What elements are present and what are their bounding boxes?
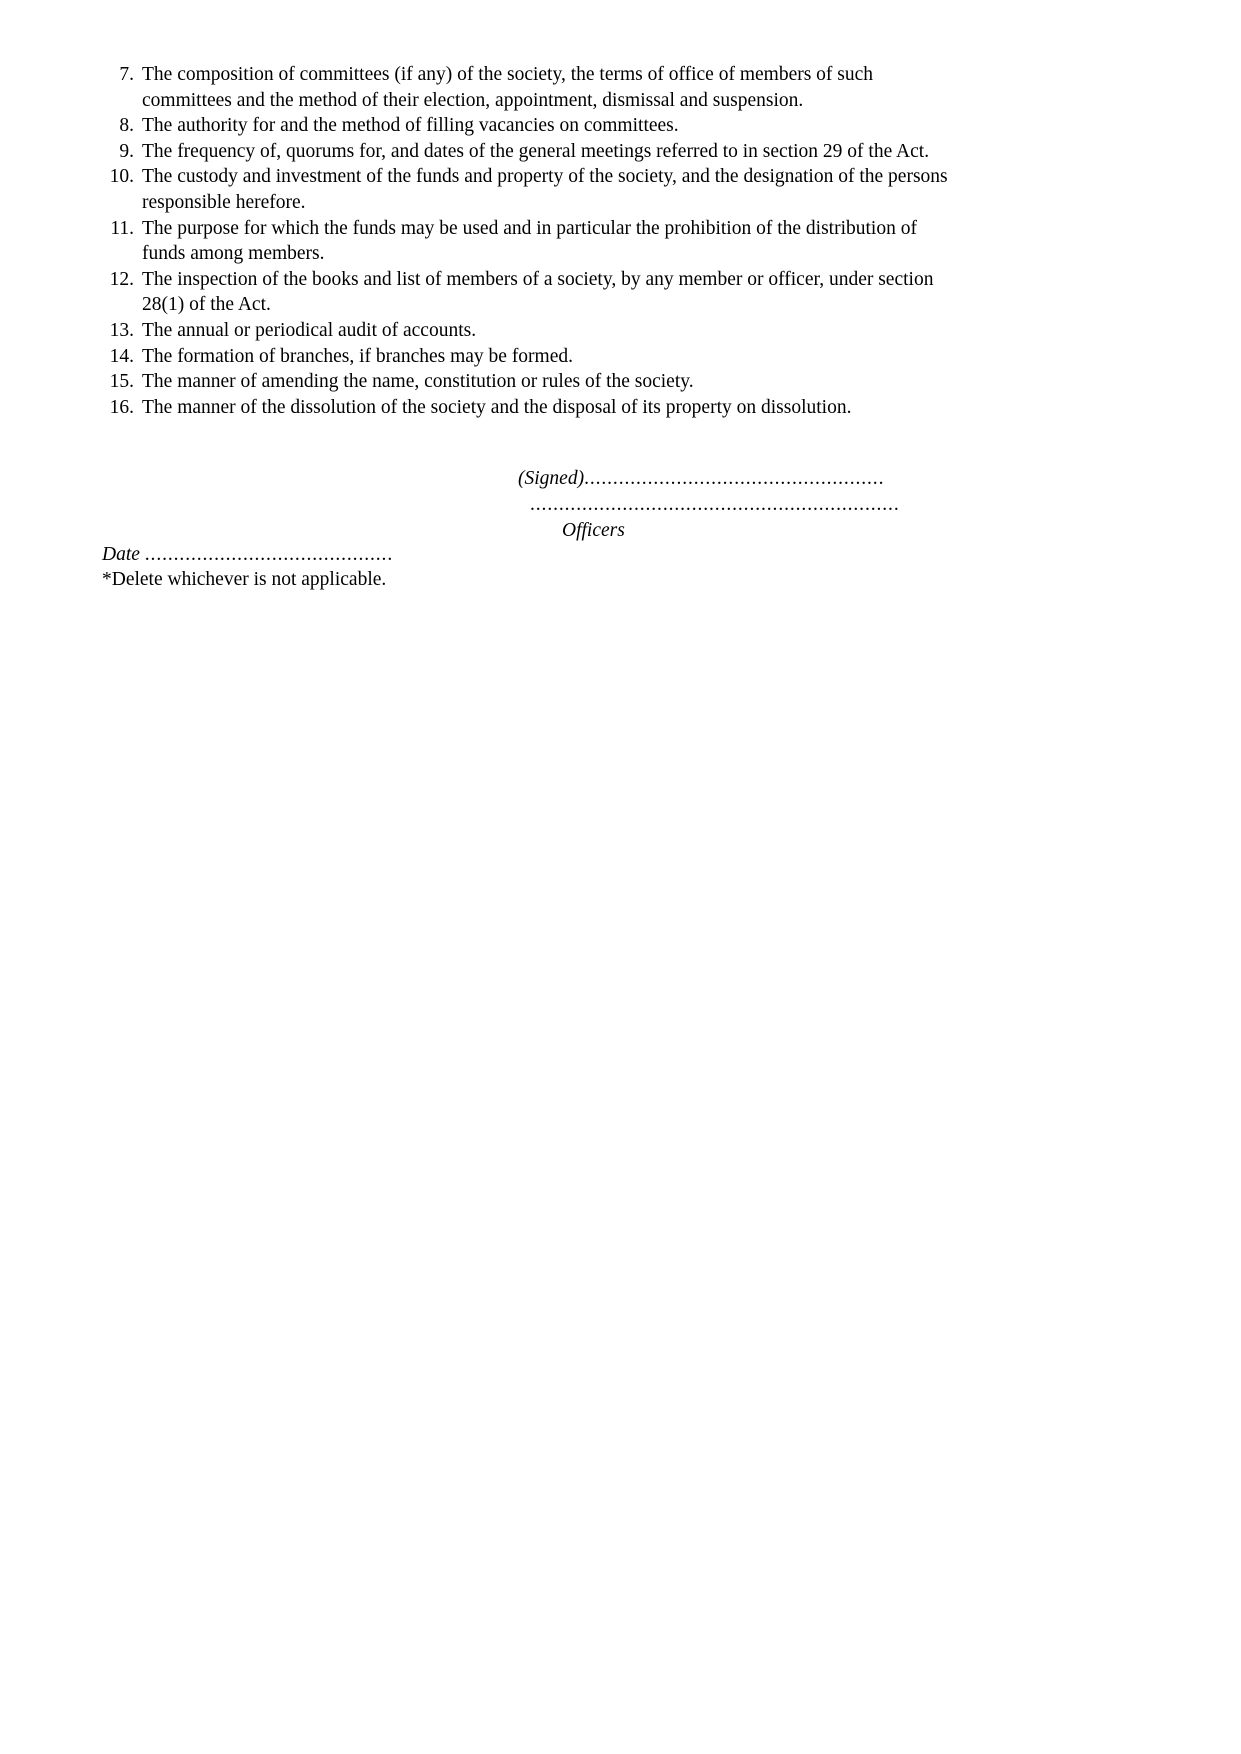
list-item — [102, 113, 962, 139]
clause-number: 9. — [119, 140, 134, 162]
clause-number: 13. — [109, 319, 134, 341]
clause-list — [102, 62, 962, 420]
list-item — [102, 369, 962, 395]
list-item — [102, 164, 962, 215]
clause-text: The annual or periodical audit of accounts. — [142, 319, 477, 341]
signature-dotted-leader[interactable]: .................................................... — [584, 468, 885, 489]
date-label: Date — [102, 544, 140, 565]
list-item — [102, 344, 962, 370]
clause-number: 14. — [109, 345, 134, 367]
list-item — [102, 395, 962, 421]
signature-block — [518, 466, 938, 543]
clause-number: 11. — [110, 217, 134, 239]
date-line — [102, 542, 393, 568]
list-item — [102, 139, 962, 165]
clause-text: The custody and investment of the funds and property of the society, and the designation of the persons responsible herefore. — [142, 166, 948, 213]
date-dotted-leader[interactable]: ........................................... — [144, 544, 394, 565]
clause-number: 7. — [119, 64, 134, 85]
list-item — [102, 216, 962, 267]
signed-label: (Signed) — [518, 468, 585, 489]
clause-text: The inspection of the books and list of members of a society, by any member or officer, under section 28(1) of the Act. — [142, 268, 934, 316]
clause-number: 10. — [109, 166, 134, 188]
clause-text: The frequency of, quorums for, and dates of the general meetings referred to in section 29 of the Act. — [142, 140, 930, 162]
list-item — [102, 62, 962, 113]
clause-number: 8. — [119, 115, 134, 137]
officers-dotted-leader[interactable]: ................................................................ — [530, 493, 900, 515]
clause-text: The manner of amending the name, constitution or rules of the society. — [142, 371, 694, 393]
clause-number: 15. — [109, 371, 134, 393]
list-item — [102, 318, 962, 344]
list-item — [102, 267, 962, 318]
clause-text: The composition of committees (if any) of the society, the terms of office of members of such committees and the method of their election, appointment, dismissal and suspension. — [142, 64, 874, 111]
clause-text: The purpose for which the funds may be used and in particular the prohibition of the distribution of funds among members. — [142, 217, 917, 265]
clause-number: 12. — [109, 268, 134, 290]
clause-text: The manner of the dissolution of the society and the disposal of its property on dissolution. — [142, 396, 852, 418]
officers-label: Officers — [562, 519, 625, 541]
signed-line — [518, 466, 938, 492]
footnote: *Delete whichever is not applicable. — [102, 569, 387, 590]
clause-number: 16. — [109, 396, 134, 418]
clause-text: The authority for and the method of filling vacancies on committees. — [142, 115, 679, 137]
clause-text: The formation of branches, if branches may be formed. — [142, 345, 573, 367]
